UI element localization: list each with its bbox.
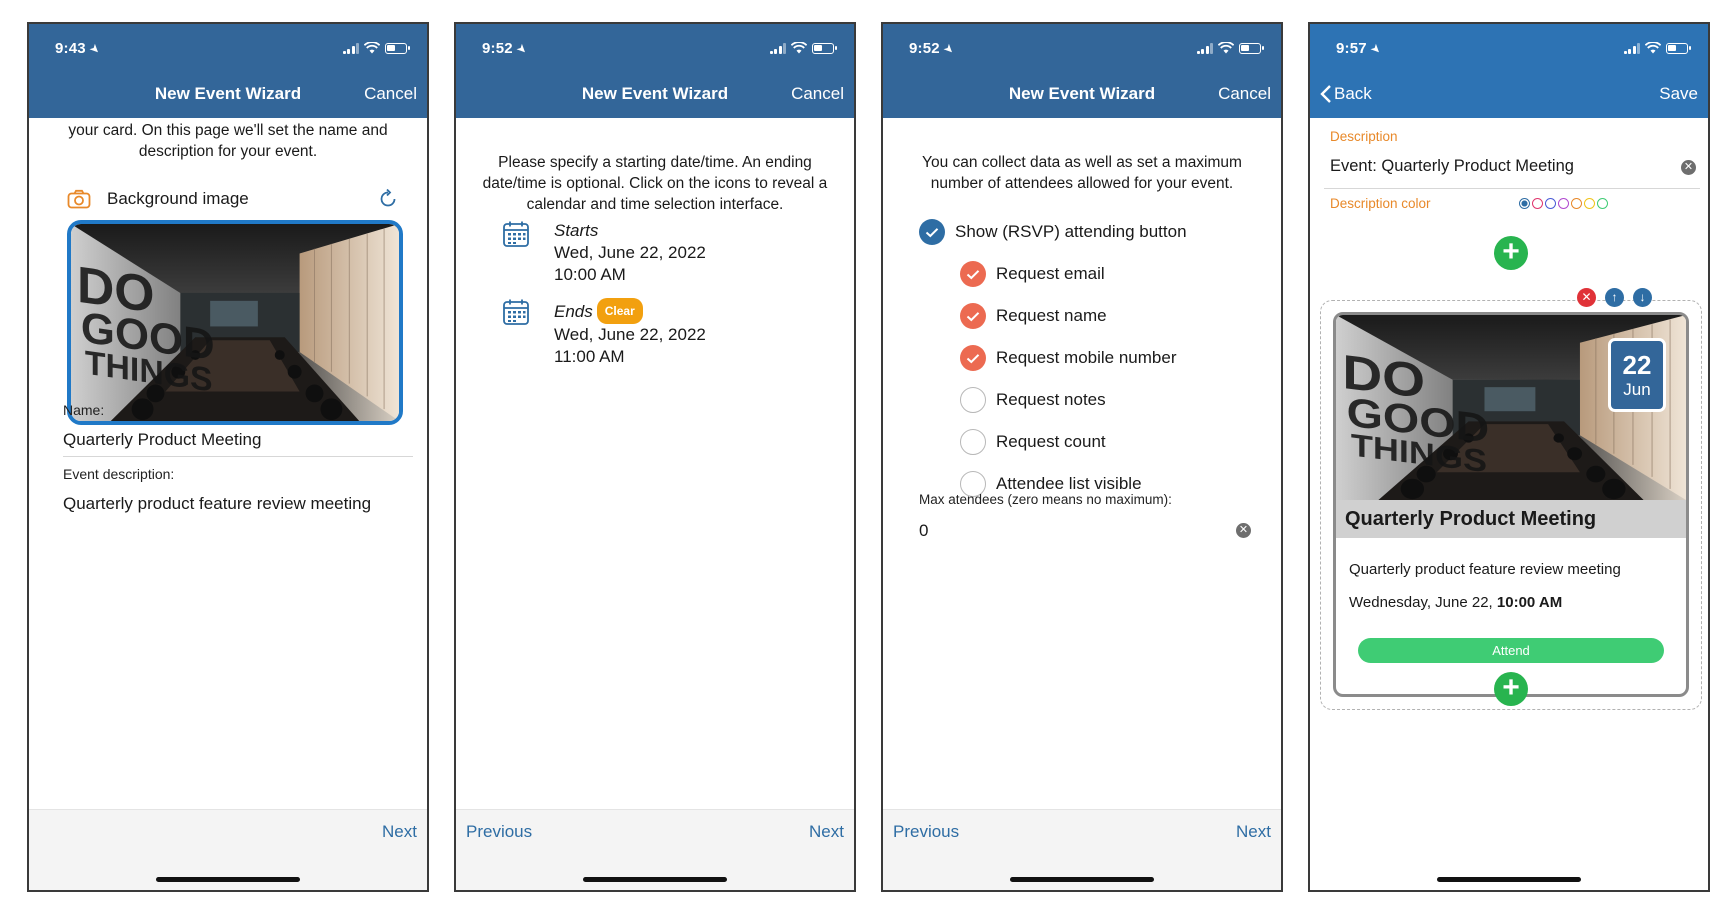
max-attendees-label: Max atendees (zero means no maximum): xyxy=(919,492,1172,507)
max-attendees-input[interactable]: 0 xyxy=(919,521,929,540)
screen-card-editor xyxy=(1308,22,1710,892)
screen-rsvp-step xyxy=(881,22,1283,892)
wifi-icon xyxy=(364,42,380,54)
starts-time: 10:00 AM xyxy=(554,265,626,284)
chevron-left-icon xyxy=(1320,84,1332,104)
divider xyxy=(1324,188,1700,189)
cancel-button[interactable]: Cancel xyxy=(791,84,844,103)
status-indicators xyxy=(770,42,835,54)
nav-header xyxy=(456,24,854,118)
screen-name-step xyxy=(27,22,429,892)
color-option[interactable] xyxy=(1571,198,1582,209)
refresh-icon[interactable] xyxy=(377,188,399,210)
intro-text: your card. On this page we'll set the name and description for your event. xyxy=(68,122,388,160)
checkmark-icon[interactable] xyxy=(960,345,986,371)
end-datetime[interactable] xyxy=(554,298,706,368)
nav-header xyxy=(29,24,427,118)
unchecked-circle-icon[interactable] xyxy=(960,387,986,413)
rsvp-toggle[interactable] xyxy=(919,219,1187,245)
checkmark-icon[interactable] xyxy=(919,219,945,245)
description-label: Description xyxy=(1330,129,1398,144)
screen-title: New Event Wizard xyxy=(154,84,302,103)
card-description: Quarterly product feature review meeting xyxy=(1349,561,1621,578)
screen-date-step xyxy=(454,22,856,892)
move-up-arrow-icon[interactable]: ↑ xyxy=(1605,288,1624,307)
clear-button[interactable]: Clear xyxy=(597,298,643,324)
remove-card-icon[interactable]: ✕ xyxy=(1577,288,1596,307)
color-picker[interactable] xyxy=(1519,198,1610,209)
color-option[interactable] xyxy=(1545,198,1556,209)
option-request-email[interactable] xyxy=(960,261,1105,287)
color-option[interactable] xyxy=(1558,198,1569,209)
add-element-plus-icon[interactable]: + xyxy=(1494,672,1528,706)
wizard-footer xyxy=(29,809,427,890)
option-label: Request notes xyxy=(996,390,1106,409)
color-option[interactable] xyxy=(1532,198,1543,209)
attend-button[interactable]: Attend xyxy=(1358,638,1664,663)
office-photo xyxy=(71,224,399,421)
status-indicators xyxy=(1624,42,1689,54)
intro-text: Please specify a starting date/time. An ending date/time is optional. Click on the icons to reveal a calendar and time selection interface. xyxy=(482,154,828,213)
option-label: Request mobile number xyxy=(996,348,1177,367)
starts-date: Wed, June 22, 2022 xyxy=(554,243,706,262)
battery-icon xyxy=(1666,43,1688,54)
next-button[interactable]: Next xyxy=(382,822,417,841)
battery-icon xyxy=(385,43,407,54)
calendar-icon[interactable] xyxy=(502,298,530,326)
name-label: Name: xyxy=(63,402,105,418)
signal-icon xyxy=(343,43,360,54)
screen-title: New Event Wizard xyxy=(1008,84,1156,103)
option-request-mobile-number[interactable] xyxy=(960,345,1176,371)
card-time: 10:00 AM xyxy=(1496,594,1563,611)
event-description-label: Event description: xyxy=(63,466,175,482)
previous-button[interactable]: Previous xyxy=(466,822,533,841)
cancel-button[interactable]: Cancel xyxy=(364,84,417,103)
divider xyxy=(63,456,413,457)
wizard-footer xyxy=(883,809,1281,890)
start-datetime[interactable] xyxy=(554,220,706,286)
status-indicators xyxy=(343,42,408,54)
background-image-preview[interactable] xyxy=(67,220,403,425)
card-title: Quarterly Product Meeting xyxy=(1336,500,1686,538)
home-indicator xyxy=(1437,877,1581,882)
event-description-input[interactable]: Quarterly product feature review meeting xyxy=(63,494,372,513)
date-day: 22 xyxy=(1622,350,1652,380)
back-button[interactable] xyxy=(1320,84,1372,104)
calendar-icon[interactable] xyxy=(502,220,530,248)
background-image-label: Background image xyxy=(107,189,249,208)
wifi-icon xyxy=(1218,42,1234,54)
move-down-arrow-icon[interactable]: ↓ xyxy=(1633,288,1652,307)
back-label: Back xyxy=(1334,84,1372,103)
date-badge xyxy=(1608,338,1666,412)
date-month: Jun xyxy=(1623,380,1651,399)
name-input[interactable]: Quarterly Product Meeting xyxy=(63,430,262,449)
ends-time: 11:00 AM xyxy=(554,347,625,366)
checkmark-icon[interactable] xyxy=(960,261,986,287)
event-card-preview[interactable] xyxy=(1333,312,1689,697)
description-color-label: Description color xyxy=(1330,196,1431,211)
option-label: Request name xyxy=(996,306,1107,325)
location-arrow-icon: ➤ xyxy=(940,40,958,58)
card-date: Wednesday, June 22, xyxy=(1349,594,1497,611)
location-arrow-icon: ➤ xyxy=(86,40,104,58)
wizard-footer xyxy=(456,809,854,890)
status-time: 9:52➤ xyxy=(482,40,531,58)
cancel-button[interactable]: Cancel xyxy=(1218,84,1271,103)
screen-title: New Event Wizard xyxy=(581,84,729,103)
save-button[interactable]: Save xyxy=(1659,84,1698,103)
ends-date: Wed, June 22, 2022 xyxy=(554,325,706,344)
home-indicator xyxy=(156,877,300,882)
card-datetime xyxy=(1349,594,1562,611)
checkmark-icon[interactable] xyxy=(960,303,986,329)
wifi-icon xyxy=(791,42,807,54)
intro-text: You can collect data as well as set a maximum number of attendees allowed for your event. xyxy=(922,154,1242,192)
starts-label: Starts xyxy=(554,221,599,240)
clear-input-icon[interactable]: ✕ xyxy=(1236,523,1251,538)
status-indicators xyxy=(1197,42,1262,54)
camera-icon[interactable] xyxy=(67,189,91,209)
add-element-plus-icon[interactable]: + xyxy=(1494,236,1528,270)
nav-header xyxy=(883,24,1281,118)
ends-label: Ends xyxy=(554,302,593,321)
clear-input-icon[interactable]: ✕ xyxy=(1681,160,1696,175)
nav-header xyxy=(1310,24,1708,118)
color-option[interactable] xyxy=(1597,198,1608,209)
option-label: Request count xyxy=(996,432,1106,451)
previous-button[interactable]: Previous xyxy=(893,822,960,841)
signal-icon xyxy=(1197,43,1214,54)
background-image-row[interactable] xyxy=(67,186,399,212)
option-label: Request email xyxy=(996,264,1105,283)
unchecked-circle-icon[interactable] xyxy=(960,429,986,455)
color-option[interactable] xyxy=(1519,198,1530,209)
home-indicator xyxy=(1010,877,1154,882)
location-arrow-icon: ➤ xyxy=(1367,40,1385,58)
status-time: 9:43➤ xyxy=(55,40,104,58)
home-indicator xyxy=(583,877,727,882)
wifi-icon xyxy=(1645,42,1661,54)
option-label: Attendee list visible xyxy=(996,474,1142,493)
next-button[interactable]: Next xyxy=(809,822,844,841)
option-request-count[interactable] xyxy=(960,429,1106,455)
status-time: 9:57➤ xyxy=(1336,40,1385,58)
option-request-name[interactable] xyxy=(960,303,1107,329)
battery-icon xyxy=(1239,43,1261,54)
next-button[interactable]: Next xyxy=(1236,822,1271,841)
description-input[interactable]: Event: Quarterly Product Meeting xyxy=(1330,157,1574,175)
signal-icon xyxy=(770,43,787,54)
battery-icon xyxy=(812,43,834,54)
color-option[interactable] xyxy=(1584,198,1595,209)
rsvp-label: Show (RSVP) attending button xyxy=(955,222,1187,241)
signal-icon xyxy=(1624,43,1641,54)
option-request-notes[interactable] xyxy=(960,387,1106,413)
status-time: 9:52➤ xyxy=(909,40,958,58)
location-arrow-icon: ➤ xyxy=(513,40,531,58)
